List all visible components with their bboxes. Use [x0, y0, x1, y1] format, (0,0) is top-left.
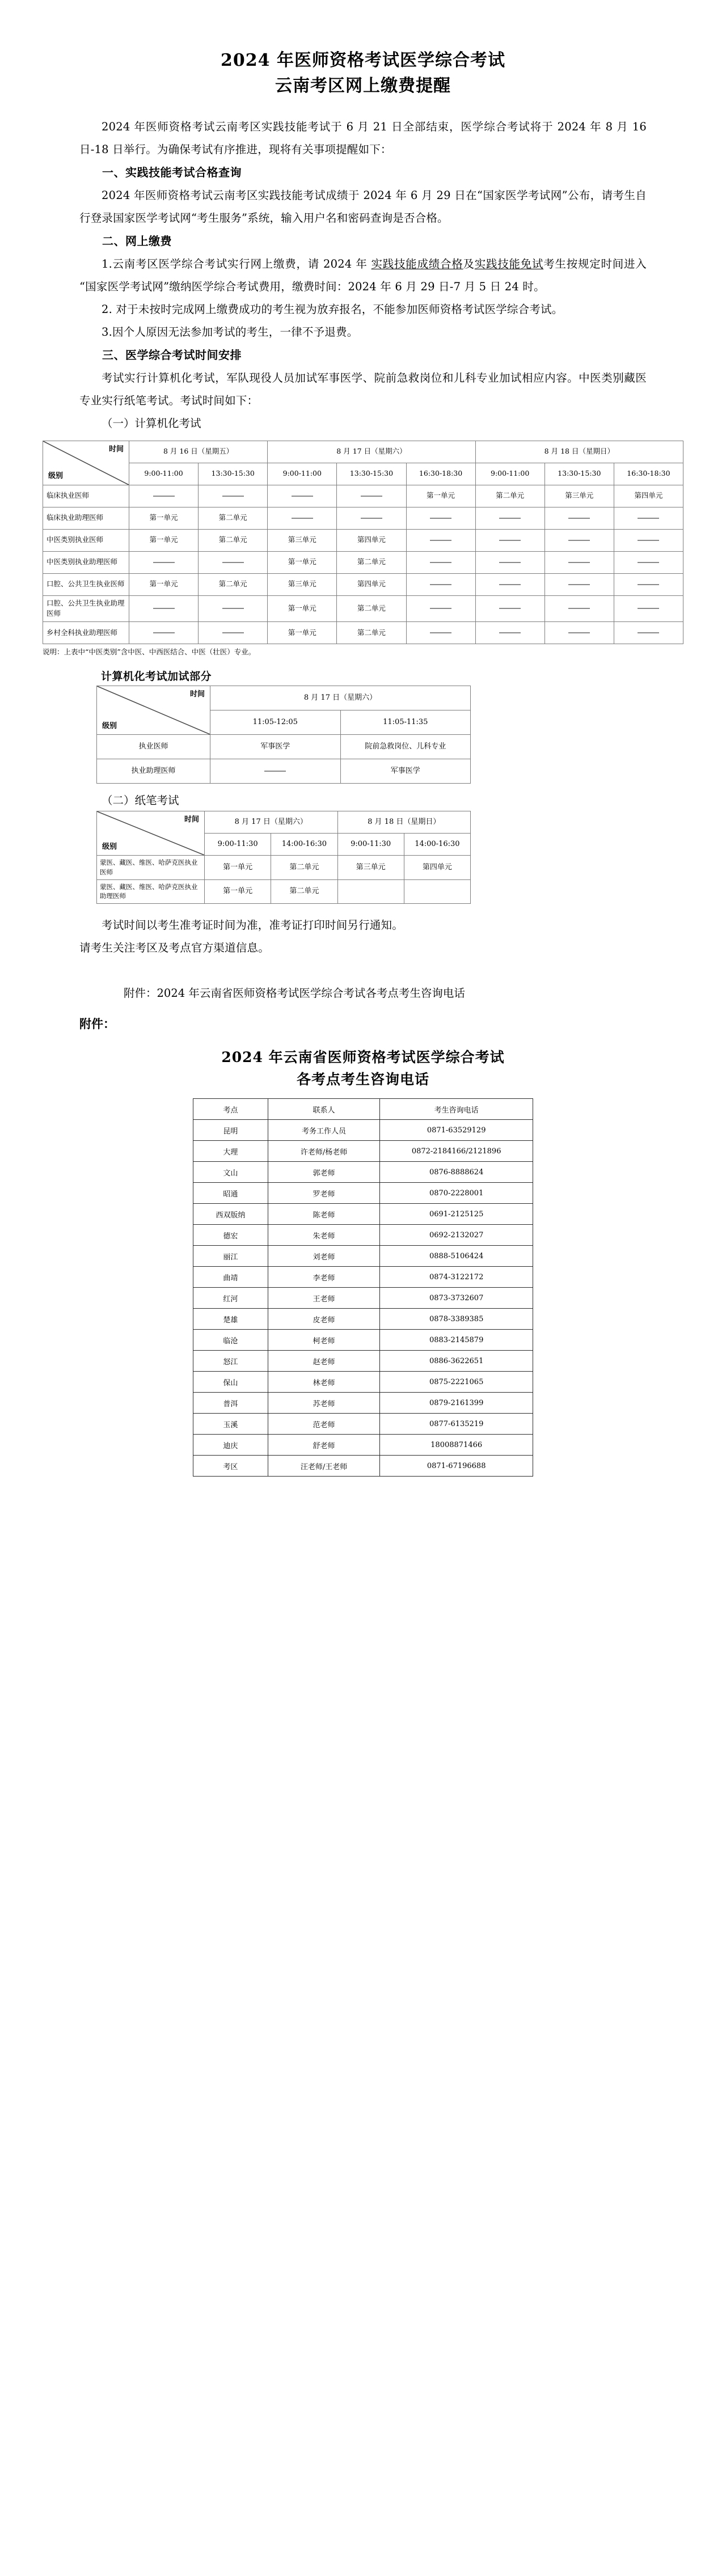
contact-person: 苏老师 [268, 1393, 380, 1414]
contact-phone: 18008871466 [380, 1435, 533, 1456]
empty-cell-dash [614, 507, 683, 529]
bottom-spacer [79, 1477, 647, 1550]
dash-icon [430, 518, 451, 519]
corner-level-label: 级别 [102, 842, 117, 851]
unit-cell: 第三单元 [544, 485, 614, 507]
dash-icon [430, 632, 451, 633]
time-slot: 16:30-18:30 [406, 463, 475, 485]
section-2-item-2: 2. 对于未按时完成网上缴费成功的考生视为放弃报名，不能参加医师资格考试医学综合考试。 [102, 302, 563, 316]
dash-icon [361, 518, 382, 519]
empty-cell-dash [475, 529, 544, 551]
time-slot: 14:00-16:30 [404, 834, 470, 856]
date-group-2: 8 月 18 日（星期日） [475, 441, 683, 463]
dash-icon [638, 608, 659, 609]
time-slot: 13:30-15:30 [544, 463, 614, 485]
contact-site: 红河 [193, 1288, 268, 1309]
empty-cell-dash [406, 551, 475, 573]
unit-cell: 第一单元 [129, 529, 199, 551]
dash-icon [568, 608, 590, 609]
contact-phone: 0691-2125125 [380, 1204, 533, 1225]
contact-person: 李老师 [268, 1267, 380, 1288]
section-3-body: 考试实行计算机化考试，军队现役人员加试军事医学、院前急救岗位和儿科专业加试相应内容。中医类别藏医专业实行纸笔考试。考试时间如下： [79, 371, 647, 407]
empty-cell-dash [199, 551, 268, 573]
dash-icon [222, 632, 244, 633]
table-row [193, 1456, 533, 1477]
attachment-label: 附件： [79, 1016, 115, 1031]
table-row [193, 1246, 533, 1267]
unit-cell: 第一单元 [129, 507, 199, 529]
dash-icon [568, 584, 590, 585]
empty-cell-dash [406, 595, 475, 622]
row-level-label: 乡村全科执业助理医师 [43, 622, 129, 644]
dash-icon [499, 608, 521, 609]
time-slot: 13:30-15:30 [337, 463, 406, 485]
empty-cell-dash [544, 529, 614, 551]
dash-icon [430, 562, 451, 563]
unit-cell: 军事医学 [210, 735, 341, 759]
time-slot: 11:05-12:05 [210, 710, 341, 735]
row-level-label: 蒙医、藏医、维医、哈萨克医执业助理医师 [97, 879, 205, 903]
contact-phone: 0879-2161399 [380, 1393, 533, 1414]
contact-person: 刘老师 [268, 1246, 380, 1267]
dash-icon [499, 518, 521, 519]
extra-exam-thead [97, 686, 471, 735]
paper-exam-table [96, 811, 471, 904]
empty-cell-dash [129, 485, 199, 507]
dash-icon [499, 584, 521, 585]
table-row [193, 1309, 533, 1330]
corner-time-label: 时间 [189, 690, 205, 699]
unit-cell: 第二单元 [199, 529, 268, 551]
empty-cell-dash [129, 622, 199, 644]
page-title [79, 48, 647, 99]
table-row [193, 1183, 533, 1204]
empty-cell-dash [614, 595, 683, 622]
item1-part-b: 及 [463, 257, 475, 270]
contact-person: 柯老师 [268, 1330, 380, 1351]
unit-cell: 第一单元 [268, 622, 337, 644]
empty-cell-dash [475, 551, 544, 573]
table-row [97, 759, 471, 784]
subsection-1-label: （一）计算机化考试 [102, 416, 201, 430]
contact-phone: 0872-2184166/2121896 [380, 1141, 533, 1162]
contact-site: 临沧 [193, 1330, 268, 1351]
empty-cell-dash [544, 551, 614, 573]
unit-cell: 军事医学 [340, 759, 471, 784]
row-level-label: 口腔、公共卫生执业医师 [43, 573, 129, 595]
time-slot: 9:00-11:00 [475, 463, 544, 485]
unit-cell: 第四单元 [404, 856, 470, 879]
unit-cell: 第四单元 [614, 485, 683, 507]
empty-cell-dash [210, 759, 341, 784]
dash-icon [430, 608, 451, 609]
dash-icon [222, 496, 244, 497]
section-1-heading: 一、实践技能考试合格查询 [102, 165, 242, 179]
dash-icon [499, 540, 521, 541]
contact-phone: 0878-3389385 [380, 1309, 533, 1330]
time-slot: 9:00-11:00 [268, 463, 337, 485]
table-row [43, 507, 683, 529]
contact-site: 普洱 [193, 1393, 268, 1414]
date-group-1: 8 月 17 日（星期六） [268, 441, 475, 463]
dash-icon [638, 562, 659, 563]
row-level-label: 执业医师 [97, 735, 210, 759]
corner-header-cell [43, 441, 129, 485]
subsection-2-label: （二）纸笔考试 [102, 794, 179, 807]
dash-icon [499, 562, 521, 563]
computerized-exam-tbody [43, 485, 683, 644]
dash-icon [222, 608, 244, 609]
table-row [97, 856, 471, 879]
dash-icon [430, 540, 451, 541]
empty-cell-dash [475, 622, 544, 644]
unit-cell: 第二单元 [199, 573, 268, 595]
dash-icon [568, 518, 590, 519]
table-row [193, 1393, 533, 1414]
contact-site: 文山 [193, 1162, 268, 1183]
date-group-row [43, 441, 683, 463]
extra-date-row [97, 686, 471, 710]
item1-underline-1: 实践技能成绩合格 [371, 257, 463, 270]
extra-table-title: 计算机化考试加试部分 [101, 670, 212, 683]
section-1-body: 2024 年医师资格考试云南考区实践技能考试成绩于 2024 年 6 月 29 日在“国家医学考试网”公布，请考生自行登录国家医学考试网“考生服务”系统，输入用户名和密码查询是否合格。 [79, 188, 647, 225]
table-row [43, 622, 683, 644]
unit-cell: 第一单元 [129, 573, 199, 595]
dash-icon [222, 562, 244, 563]
contact-site: 玉溪 [193, 1414, 268, 1435]
contact-table-body [193, 1120, 533, 1477]
corner-header-cell [97, 686, 210, 735]
contact-person: 赵老师 [268, 1351, 380, 1372]
computerized-exam-thead [43, 441, 683, 485]
unit-cell: 院前急救岗位、儿科专业 [340, 735, 471, 759]
contact-person: 皮老师 [268, 1309, 380, 1330]
table-row [193, 1204, 533, 1225]
dash-icon [499, 632, 521, 633]
dash-icon [568, 562, 590, 563]
dash-icon [153, 632, 175, 633]
time-slot: 9:00-11:30 [337, 834, 404, 856]
contact-person: 许老师/杨老师 [268, 1141, 380, 1162]
contact-site: 曲靖 [193, 1267, 268, 1288]
contact-phone: 0876-8888624 [380, 1162, 533, 1183]
intro-paragraph: 2024 年医师资格考试云南考区实践技能考试于 6 月 21 日全部结束，医学综合考试将于 2024 年 8 月 16 日-18 日举行。为确保考试有序推进，现将有关事项提醒如下： [79, 120, 647, 156]
corner-time-label: 时间 [184, 815, 199, 824]
table-row [43, 485, 683, 507]
contact-phone: 0871-67196688 [380, 1456, 533, 1477]
dash-icon [153, 496, 175, 497]
contact-phone: 0888-5106424 [380, 1246, 533, 1267]
paper-date-group-0: 8 月 17 日（星期六） [205, 811, 338, 834]
dash-icon [153, 608, 175, 609]
contact-person: 郭老师 [268, 1162, 380, 1183]
contact-site: 迪庆 [193, 1435, 268, 1456]
item1-underline-2: 实践技能免试 [474, 257, 544, 270]
corner-time-label: 时间 [108, 445, 124, 454]
contact-person: 范老师 [268, 1414, 380, 1435]
time-slot: 16:30-18:30 [614, 463, 683, 485]
paper-date-row [97, 811, 471, 834]
closing-paragraph-2: 请考生关注考区及考点官方渠道信息。 [79, 941, 269, 954]
row-level-label: 中医类别执业医师 [43, 529, 129, 551]
unit-cell: 第二单元 [475, 485, 544, 507]
contact-phone: 0886-3622651 [380, 1351, 533, 1372]
unit-cell: 第四单元 [337, 573, 406, 595]
dash-icon [153, 562, 175, 563]
paper-exam-table-wrap [96, 811, 647, 904]
empty-cell-dash [475, 507, 544, 529]
row-level-label: 蒙医、藏医、维医、哈萨克医执业医师 [97, 856, 205, 879]
date-group-0: 8 月 16 日（星期五） [129, 441, 268, 463]
unit-cell: 第一单元 [205, 856, 271, 879]
unit-cell: 第二单元 [271, 856, 337, 879]
dash-icon [264, 771, 286, 772]
attachment-title-line-1: 2024 年云南省医师资格考试医学综合考试 [221, 1048, 505, 1065]
computerized-exam-table-wrap [43, 441, 670, 658]
dash-icon [638, 632, 659, 633]
section-2-item-3: 3.因个人原因无法参加考试的考生，一律不予退费。 [102, 325, 358, 339]
contact-table-header-row [193, 1099, 533, 1120]
row-level-label: 执业助理医师 [97, 759, 210, 784]
empty-cell-dash [406, 529, 475, 551]
computerized-exam-table [43, 441, 683, 645]
dash-icon [430, 584, 451, 585]
document-body [43, 0, 670, 1550]
paper-exam-thead [97, 811, 471, 856]
empty-cell-dash [199, 622, 268, 644]
time-slot: 11:05-11:35 [340, 710, 471, 735]
extra-date-label: 8 月 17 日（星期六） [210, 686, 471, 710]
section-2-heading: 二、网上缴费 [102, 234, 172, 248]
corner-level-label: 级别 [48, 472, 64, 481]
table-row [193, 1225, 533, 1246]
contact-site: 丽江 [193, 1246, 268, 1267]
table-row [97, 735, 471, 759]
empty-cell-dash [406, 507, 475, 529]
section-2-item-1 [79, 253, 647, 298]
unit-cell [337, 879, 404, 903]
table-row [43, 573, 683, 595]
section-3-heading: 三、医学综合考试时间安排 [102, 348, 242, 362]
contact-person: 汪老师/王老师 [268, 1456, 380, 1477]
contact-person: 陈老师 [268, 1204, 380, 1225]
extra-exam-table [96, 686, 471, 784]
unit-cell: 第四单元 [337, 529, 406, 551]
time-slot: 14:00-16:30 [271, 834, 337, 856]
contact-person: 王老师 [268, 1288, 380, 1309]
extra-exam-table-wrap [96, 686, 647, 784]
table-row [43, 595, 683, 622]
contact-phone: 0877-6135219 [380, 1414, 533, 1435]
empty-cell-dash [337, 485, 406, 507]
unit-cell: 第二单元 [337, 595, 406, 622]
contact-site: 怒江 [193, 1351, 268, 1372]
item1-part-c: 考生按规定时间进入“国家医学考试网”缴纳医学综合考试费用，缴费时间：2024 年 6 月 29 日-7 月 5 日 24 时。 [79, 257, 647, 293]
extra-exam-tbody [97, 735, 471, 784]
empty-cell-dash [406, 573, 475, 595]
empty-cell-dash [268, 507, 337, 529]
table-row [43, 551, 683, 573]
paper-date-group-1: 8 月 18 日（星期日） [337, 811, 471, 834]
contact-phone: 0883-2145879 [380, 1330, 533, 1351]
time-slot: 9:00-11:00 [129, 463, 199, 485]
contact-phone: 0874-3122172 [380, 1267, 533, 1288]
row-level-label: 中医类别执业助理医师 [43, 551, 129, 573]
table-row [193, 1120, 533, 1141]
unit-cell: 第二单元 [271, 879, 337, 903]
empty-cell-dash [337, 507, 406, 529]
dash-icon [638, 584, 659, 585]
contact-person: 考务工作人员 [268, 1120, 380, 1141]
attachment-reference: 附件：2024 年云南省医师资格考试医学综合考试各考点考生咨询电话 [124, 986, 465, 1000]
empty-cell-dash [406, 622, 475, 644]
row-level-label: 临床执业助理医师 [43, 507, 129, 529]
empty-cell-dash [199, 595, 268, 622]
unit-cell: 第一单元 [406, 485, 475, 507]
dash-icon [638, 540, 659, 541]
title-line-2: 云南考区网上缴费提醒 [275, 76, 451, 96]
empty-cell-dash [614, 622, 683, 644]
table-row [193, 1288, 533, 1309]
empty-cell-dash [129, 595, 199, 622]
empty-cell-dash [475, 573, 544, 595]
empty-cell-dash [268, 485, 337, 507]
contact-site: 大理 [193, 1141, 268, 1162]
empty-cell-dash [544, 573, 614, 595]
table-row [43, 529, 683, 551]
title-line-1: 2024 年医师资格考试医学综合考试 [221, 50, 505, 70]
empty-cell-dash [544, 622, 614, 644]
table-row [193, 1435, 533, 1456]
contact-person: 舒老师 [268, 1435, 380, 1456]
contact-table-wrap [79, 1098, 647, 1477]
table-row [97, 879, 471, 903]
table-row [193, 1330, 533, 1351]
contact-phone: 0873-3732607 [380, 1288, 533, 1309]
time-slot-row [43, 463, 683, 485]
contact-site: 楚雄 [193, 1309, 268, 1330]
dash-icon [638, 518, 659, 519]
table-row [193, 1351, 533, 1372]
time-slot: 13:30-15:30 [199, 463, 268, 485]
dash-icon [568, 632, 590, 633]
row-level-label: 口腔、公共卫生执业助理医师 [43, 595, 129, 622]
table-row [193, 1372, 533, 1393]
contact-phone: 0875-2221065 [380, 1372, 533, 1393]
contact-table [193, 1098, 533, 1477]
row-level-label: 临床执业医师 [43, 485, 129, 507]
unit-cell: 第三单元 [268, 529, 337, 551]
table-row [193, 1267, 533, 1288]
contact-phone: 0692-2132027 [380, 1225, 533, 1246]
column-header-site: 考点 [193, 1099, 268, 1120]
dash-icon [568, 540, 590, 541]
table-note: 说明：上表中“中医类别”含中医、中西医结合、中医（壮医）专业。 [43, 648, 256, 657]
unit-cell: 第二单元 [199, 507, 268, 529]
unit-cell: 第二单元 [337, 551, 406, 573]
column-header-phone: 考生咨询电话 [380, 1099, 533, 1120]
empty-cell-dash [199, 485, 268, 507]
unit-cell: 第三单元 [337, 856, 404, 879]
empty-cell-dash [475, 595, 544, 622]
empty-cell-dash [544, 507, 614, 529]
corner-header-cell [97, 811, 205, 856]
table-row [193, 1141, 533, 1162]
empty-cell-dash [129, 551, 199, 573]
column-header-person: 联系人 [268, 1099, 380, 1120]
table-row [193, 1414, 533, 1435]
closing-paragraph-1: 考试时间以考生准考证时间为准，准考证打印时间另行通知。 [102, 918, 403, 932]
empty-cell-dash [614, 573, 683, 595]
empty-cell-dash [614, 529, 683, 551]
dash-icon [361, 496, 382, 497]
attachment-title [79, 1047, 647, 1091]
unit-cell [404, 879, 470, 903]
unit-cell: 第二单元 [337, 622, 406, 644]
empty-cell-dash [544, 595, 614, 622]
paper-exam-tbody [97, 856, 471, 904]
unit-cell: 第一单元 [205, 879, 271, 903]
dash-icon [292, 518, 313, 519]
contact-phone: 0871-63529129 [380, 1120, 533, 1141]
attachment-title-line-2: 各考点考生咨询电话 [296, 1071, 429, 1088]
contact-site: 昆明 [193, 1120, 268, 1141]
contact-person: 朱老师 [268, 1225, 380, 1246]
time-slot: 9:00-11:30 [205, 834, 271, 856]
contact-site: 考区 [193, 1456, 268, 1477]
contact-person: 林老师 [268, 1372, 380, 1393]
empty-cell-dash [614, 551, 683, 573]
unit-cell: 第一单元 [268, 551, 337, 573]
contact-person: 罗老师 [268, 1183, 380, 1204]
unit-cell: 第三单元 [268, 573, 337, 595]
contact-site: 昭通 [193, 1183, 268, 1204]
contact-site: 德宏 [193, 1225, 268, 1246]
contact-site: 保山 [193, 1372, 268, 1393]
contact-site: 西双版纳 [193, 1204, 268, 1225]
corner-level-label: 级别 [102, 721, 117, 730]
unit-cell: 第一单元 [268, 595, 337, 622]
contact-phone: 0870-2228001 [380, 1183, 533, 1204]
table-row [193, 1162, 533, 1183]
item1-part-a: 1.云南考区医学综合考试实行网上缴费，请 2024 年 [102, 257, 372, 270]
dash-icon [292, 496, 313, 497]
